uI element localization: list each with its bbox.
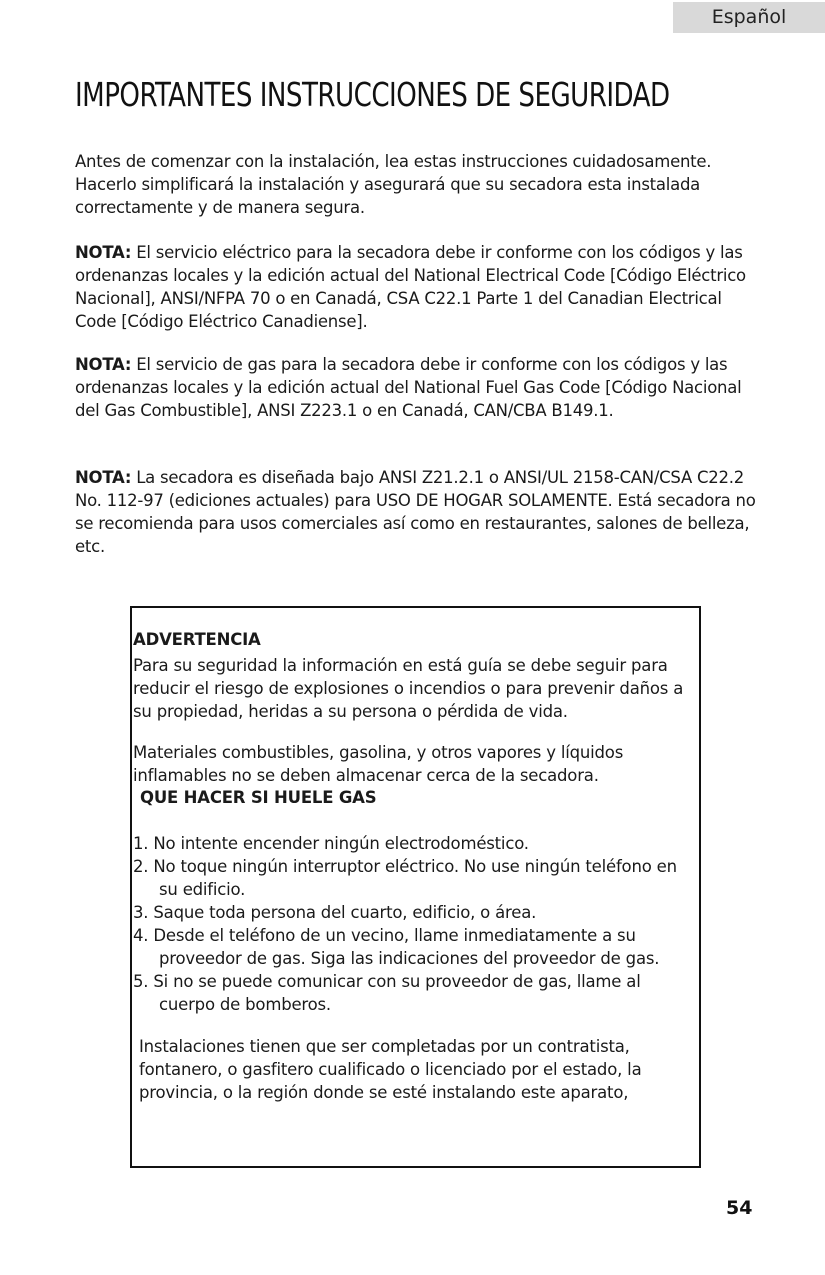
gas-steps-list [133,832,698,1016]
intro-paragraph: Antes de comenzar con la instalación, lea estas instrucciones cuidadosamente. Hacerlo simplificará la instalación y asegurará que su secadora esta instalada correctamente y de manera segura. [75,152,712,217]
list-item: 2. No toque ningún interruptor eléctrico. No use ningún teléfono en su edificio. [133,857,677,899]
note-label: NOTA: [75,355,132,374]
note-text: El servicio eléctrico para la secadora debe ir conforme con los códigos y las ordenanzas locales y la edición actual del National Electrical Code [Código Eléctrico Nacional], ANSI/NFPA 70 o en Canadá, CSA C22.1 Parte 1 del Canadian Electrical Code [Código Eléctrico Canadiense]. [75,243,746,331]
note-gas [75,353,765,422]
list-item: 4. Desde el teléfono de un vecino, llame inmediatamente a su proveedor de gas. Siga las indicaciones del proveedor de gas. [133,926,660,968]
installation-paragraph: Instalaciones tienen que ser completadas por un contratista, fontanero, o gasfitero cualificado o licenciado por el estado, la provincia, o la región donde se esté instalando este aparato, [139,1037,642,1102]
gas-smell-heading: QUE HACER SI HUELE GAS [140,788,377,807]
list-item: 3. Saque toda persona del cuarto, edificio, o área. [133,903,537,922]
page-number: 54 [726,1197,753,1219]
language-tab: Español [673,2,825,33]
warning-title: ADVERTENCIA [133,630,261,649]
note-label: NOTA: [75,468,132,487]
note-label: NOTA: [75,243,132,262]
warning-paragraph: Para su seguridad la información en está guía se debe seguir para reducir el riesgo de explosiones o incendios o para prevenir daños a su propiedad, heridas a su persona o pérdida de vida. [133,656,684,721]
note-text: La secadora es diseñada bajo ANSI Z21.2.1 o ANSI/UL 2158-CAN/CSA C22.2 No. 112-97 (ediciones actuales) para USO DE HOGAR SOLAMENTE. Está secadora no se recomienda para usos comerciales así como en restaurantes, salones de belleza, etc. [75,468,756,556]
list-item: 5. Si no se puede comunicar con su proveedor de gas, llame al cuerpo de bomberos. [133,972,641,1014]
note-design [75,466,765,558]
warning-paragraph: Materiales combustibles, gasolina, y otros vapores y líquidos inflamables no se deben almacenar cerca de la secadora. [133,743,624,785]
page-title: IMPORTANTES INSTRUCCIONES DE SEGURIDAD [75,75,670,114]
note-electrical [75,241,765,333]
warning-box [130,606,701,1168]
note-text: El servicio de gas para la secadora debe ir conforme con los códigos y las ordenanzas locales y la edición actual del National Fuel Gas Code [Código Nacional del Gas Combustible], ANSI Z223.1 o en Canadá, CAN/CBA B149.1. [75,355,742,420]
list-item: 1. No intente encender ningún electrodoméstico. [133,834,529,853]
